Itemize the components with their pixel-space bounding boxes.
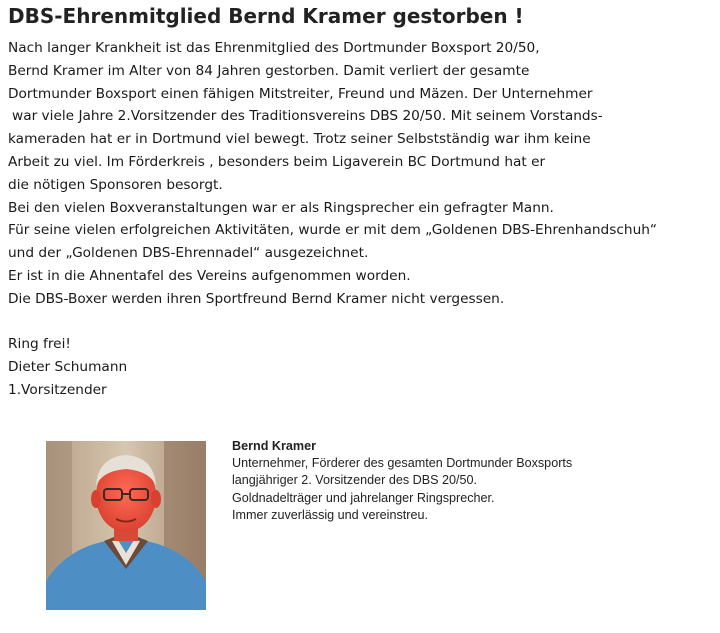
caption-name: Bernd Kramer <box>232 439 316 453</box>
body-line: war viele Jahre 2.Vorsitzender des Traditionsvereins DBS 20/50. Mit seinem Vorstands- <box>12 108 603 125</box>
body-line: die nötigen Sponsoren besorgt. <box>8 176 223 193</box>
portrait-illustration <box>46 441 206 610</box>
body-line: Bei den vielen Boxveranstaltungen war er als Ringsprecher ein gefragter Mann. <box>8 199 554 216</box>
signoff-role: 1.Vorsitzender <box>8 381 107 398</box>
body-line: und der „Goldenen DBS-Ehrennadel“ ausgezeichnet. <box>8 245 369 262</box>
caption-line: langjähriger 2. Vorsitzender des DBS 20/50. <box>232 473 478 488</box>
body-line: Arbeit zu viel. Im Förderkreis , besonders beim Ligaverein BC Dortmund hat er <box>8 153 546 170</box>
body-line: Bernd Kramer im Alter von 84 Jahren gestorben. Damit verliert der gesamte <box>8 62 530 79</box>
body-line: Dortmunder Boxsport einen fähigen Mitstreiter, Freund und Mäzen. Der Unternehmer <box>8 85 593 102</box>
body-line: Nach langer Krankheit ist das Ehrenmitglied des Dortmunder Boxsport 20/50, <box>8 40 540 56</box>
caption-line: Goldnadelträger und jahrelanger Ringsprecher. <box>232 490 495 505</box>
photo-caption <box>232 438 702 524</box>
paragraph-spacer <box>8 311 714 334</box>
body-line: Für seine vielen erfolgreichen Aktivitäten, wurde er mit dem „Goldenen DBS-Ehrenhandschuh“ <box>8 222 658 239</box>
body-line: Die DBS-Boxer werden ihren Sportfreund Bernd Kramer nicht vergessen. <box>8 290 505 307</box>
headline: DBS-Ehrenmitglied Bernd Kramer gestorben ! <box>8 4 524 28</box>
article-body <box>8 37 714 402</box>
signoff-line: Ring frei! <box>8 336 71 353</box>
body-line: Er ist in die Ahnentafel des Vereins aufgenommen worden. <box>8 267 411 284</box>
portrait-photo <box>46 441 206 610</box>
signoff-author: Dieter Schumann <box>8 359 128 376</box>
caption-line: Unternehmer, Förderer des gesamten Dortmunder Boxsports <box>232 456 573 471</box>
body-line: kameraden hat er in Dortmund viel bewegt. Trotz seiner Selbstständig war ihm keine <box>8 131 591 148</box>
caption-line: Immer zuverlässig und vereinstreu. <box>232 507 428 522</box>
